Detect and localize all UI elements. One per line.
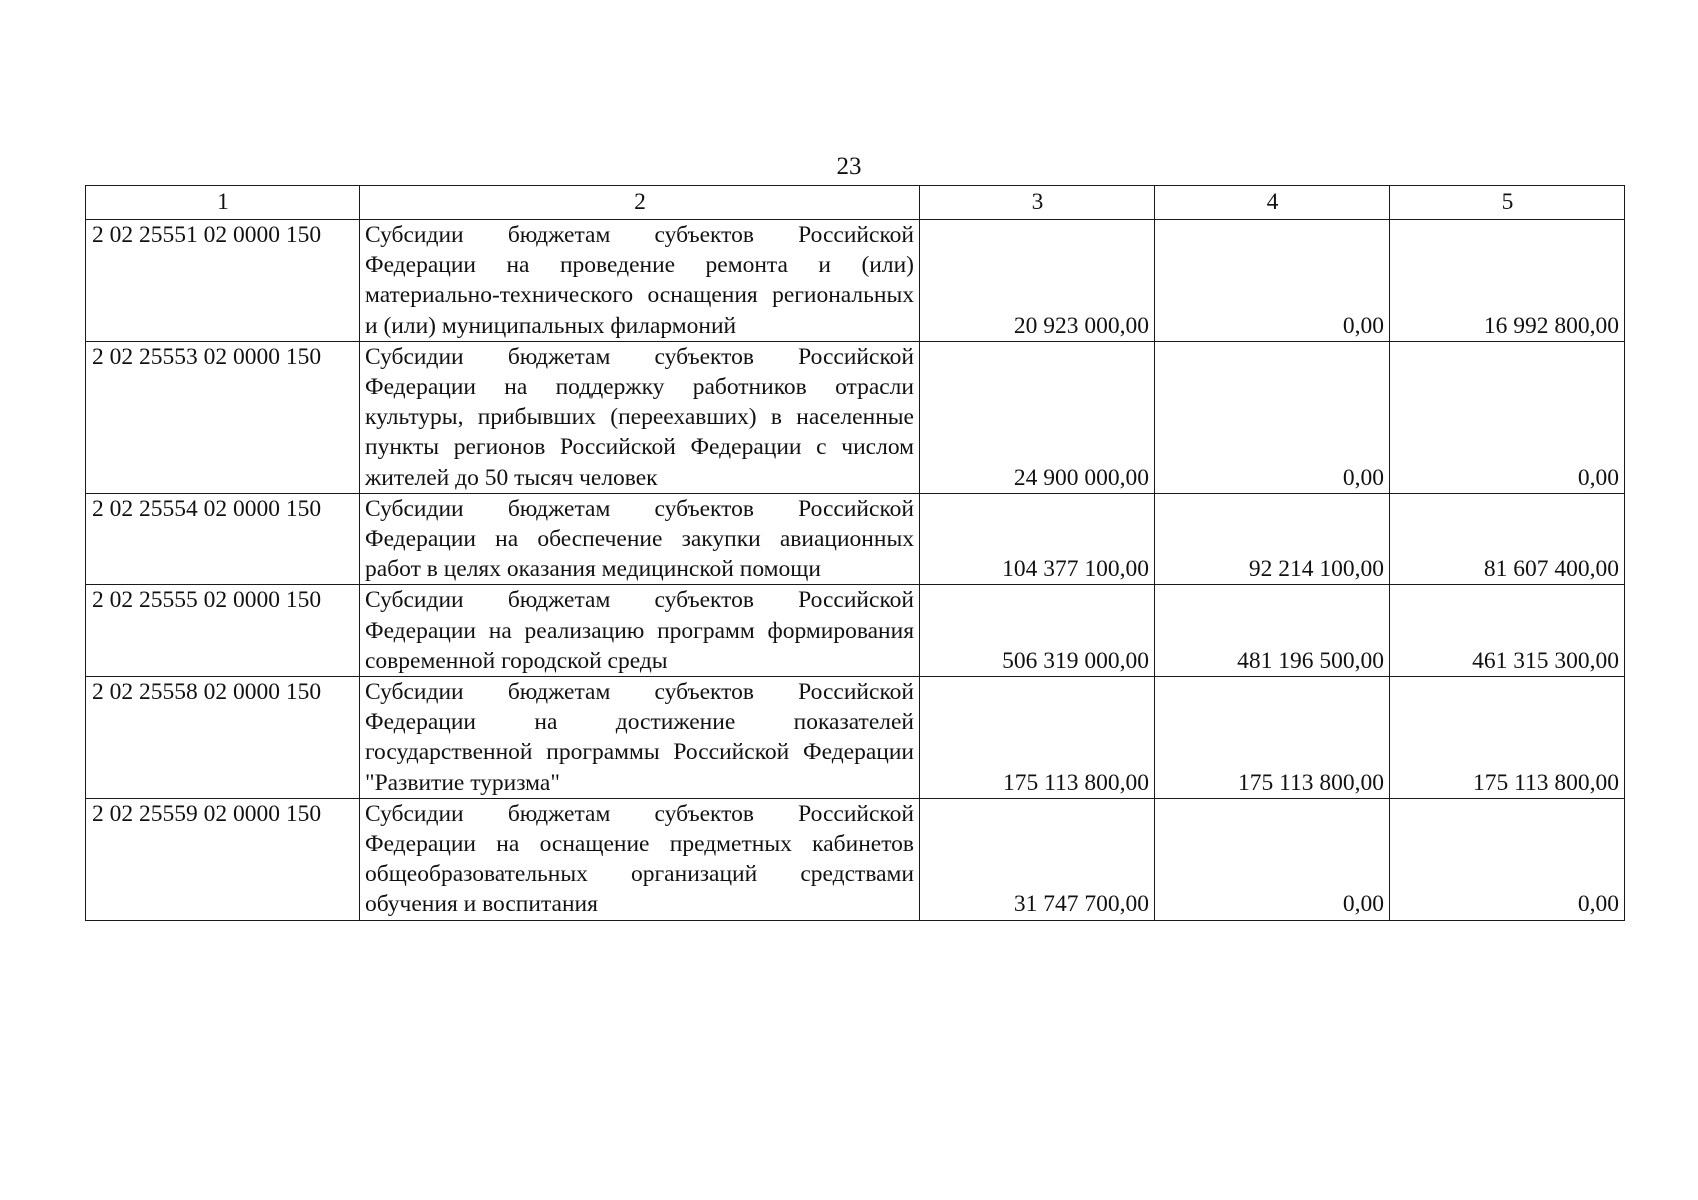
subsidy-description: Субсидии бюджетам субъектов Российской Федерации на поддержку работников отрасли культуры, прибывших (переехавших) в населенные пункты регионов Российской Федерации с числом жителей до 50 тысяч человек (360, 341, 920, 493)
amount-col3: 175 113 800,00 (920, 677, 1155, 799)
subsidy-description: Субсидии бюджетам субъектов Российской Федерации на оснащение предметных кабинетов общеобразовательных организаций средствами обучения и воспитания (360, 798, 920, 920)
table-row (86, 798, 1625, 920)
column-header-4: 4 (1155, 186, 1390, 220)
amount-col5: 0,00 (1390, 341, 1625, 493)
subsidy-description: Субсидии бюджетам субъектов Российской Федерации на обеспечение закупки авиационных работ в целях оказания медицинской помощи (360, 493, 920, 585)
column-header-3: 3 (920, 186, 1155, 220)
budget-code: 2 02 25559 02 0000 150 (86, 798, 360, 920)
amount-col3: 506 319 000,00 (920, 585, 1155, 677)
table-row (86, 220, 1625, 342)
amount-col4: 92 214 100,00 (1155, 493, 1390, 585)
table-row (86, 341, 1625, 493)
budget-code: 2 02 25553 02 0000 150 (86, 341, 360, 493)
amount-col3: 20 923 000,00 (920, 220, 1155, 342)
table-row (86, 493, 1625, 585)
amount-col5: 81 607 400,00 (1390, 493, 1625, 585)
amount-col5: 175 113 800,00 (1390, 677, 1625, 799)
budget-code: 2 02 25558 02 0000 150 (86, 677, 360, 799)
amount-col3: 104 377 100,00 (920, 493, 1155, 585)
amount-col3: 24 900 000,00 (920, 341, 1155, 493)
amount-col5: 461 315 300,00 (1390, 585, 1625, 677)
amount-col4: 0,00 (1155, 341, 1390, 493)
amount-col4: 175 113 800,00 (1155, 677, 1390, 799)
table-row (86, 585, 1625, 677)
budget-revenue-table (85, 185, 1625, 921)
amount-col4: 0,00 (1155, 798, 1390, 920)
subsidy-description: Субсидии бюджетам субъектов Российской Федерации на достижение показателей государственной программы Российской Федерации "Развитие туризма" (360, 677, 920, 799)
amount-col5: 0,00 (1390, 798, 1625, 920)
budget-code: 2 02 25554 02 0000 150 (86, 493, 360, 585)
page-number: 23 (836, 153, 862, 180)
amount-col4: 481 196 500,00 (1155, 585, 1390, 677)
column-header-2: 2 (360, 186, 920, 220)
amount-col3: 31 747 700,00 (920, 798, 1155, 920)
table-header-row (86, 186, 1625, 220)
budget-code: 2 02 25555 02 0000 150 (86, 585, 360, 677)
subsidy-description: Субсидии бюджетам субъектов Российской Федерации на проведение ремонта и (или) материально-технического оснащения региональных и (или) муниципальных филармоний (360, 220, 920, 342)
table-row (86, 677, 1625, 799)
column-header-1: 1 (86, 186, 360, 220)
amount-col4: 0,00 (1155, 220, 1390, 342)
column-header-5: 5 (1390, 186, 1625, 220)
amount-col5: 16 992 800,00 (1390, 220, 1625, 342)
subsidy-description: Субсидии бюджетам субъектов Российской Федерации на реализацию программ формирования современной городской среды (360, 585, 920, 677)
budget-code: 2 02 25551 02 0000 150 (86, 220, 360, 342)
